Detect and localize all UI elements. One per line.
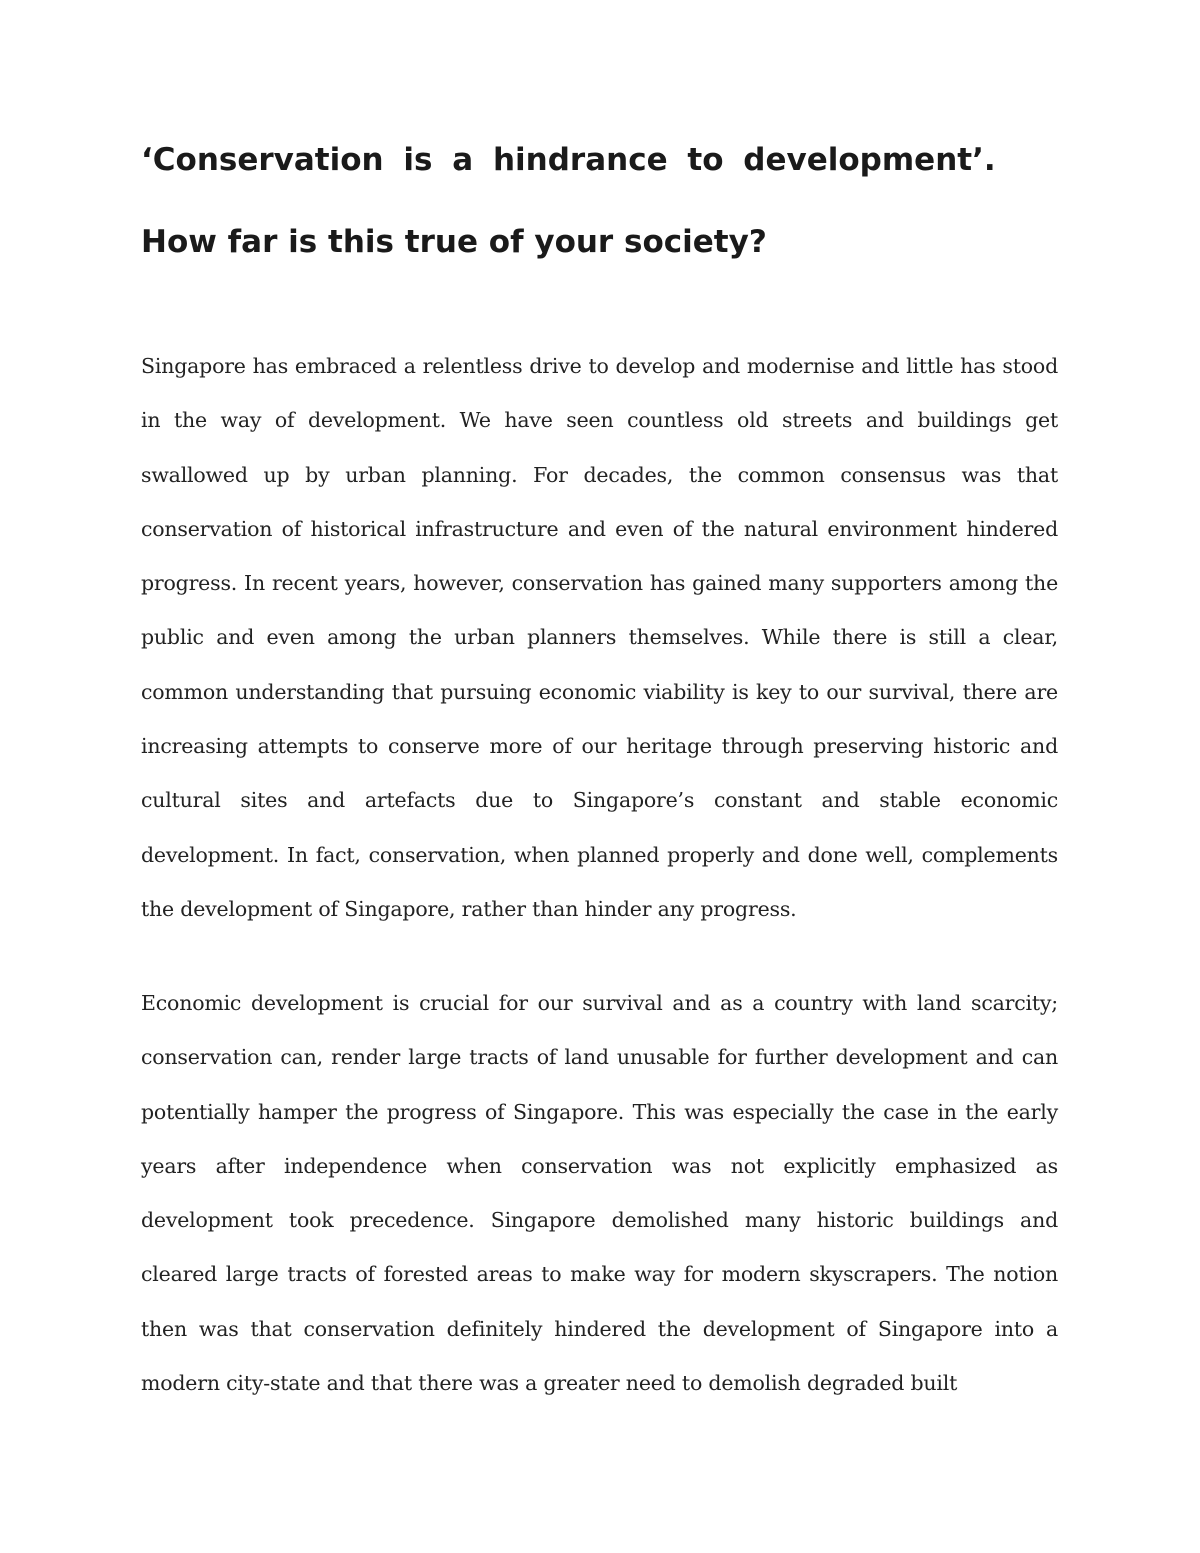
essay-title-question: How far is this true of your society? bbox=[141, 224, 767, 260]
body-paragraph-2: Economic development is crucial for our survival and as a country with land scarcity; conservation can, render large tracts of land unusable for further development and can potentially hamper the progress of Singapore. This was especially the case in the early years after independence when conservation was not explicitly emphasized as development took precedence. Singapore demolished many historic buildings and cleared large tracts of forested areas to make way for modern skyscrapers. The notion then was that conservation definitely hindered the development of Singapore into a modern city-state and that there was a greater need to demolish degraded built bbox=[141, 991, 1058, 1396]
body-paragraph-1: Singapore has embraced a relentless drive to develop and modernise and little has stood in the way of development. We have seen countless old streets and buildings get swallowed up by urban planning. For decades, the common consensus was that conservation of historical infrastructure and even of the natural environment hindered progress. In recent years, however, conservation has gained many supporters among the public and even among the urban planners themselves. While there is still a clear, common understanding that pursuing economic viability is key to our survival, there are increasing attempts to conserve more of our heritage through preserving historic and cultural sites and artefacts due to Singapore’s constant and stable economic development. In fact, conservation, when planned properly and done well, complements the development of Singapore, rather than hinder any progress. bbox=[141, 354, 1058, 921]
essay-title-statement: ‘Conservation is a hindrance to development’. bbox=[141, 142, 996, 178]
